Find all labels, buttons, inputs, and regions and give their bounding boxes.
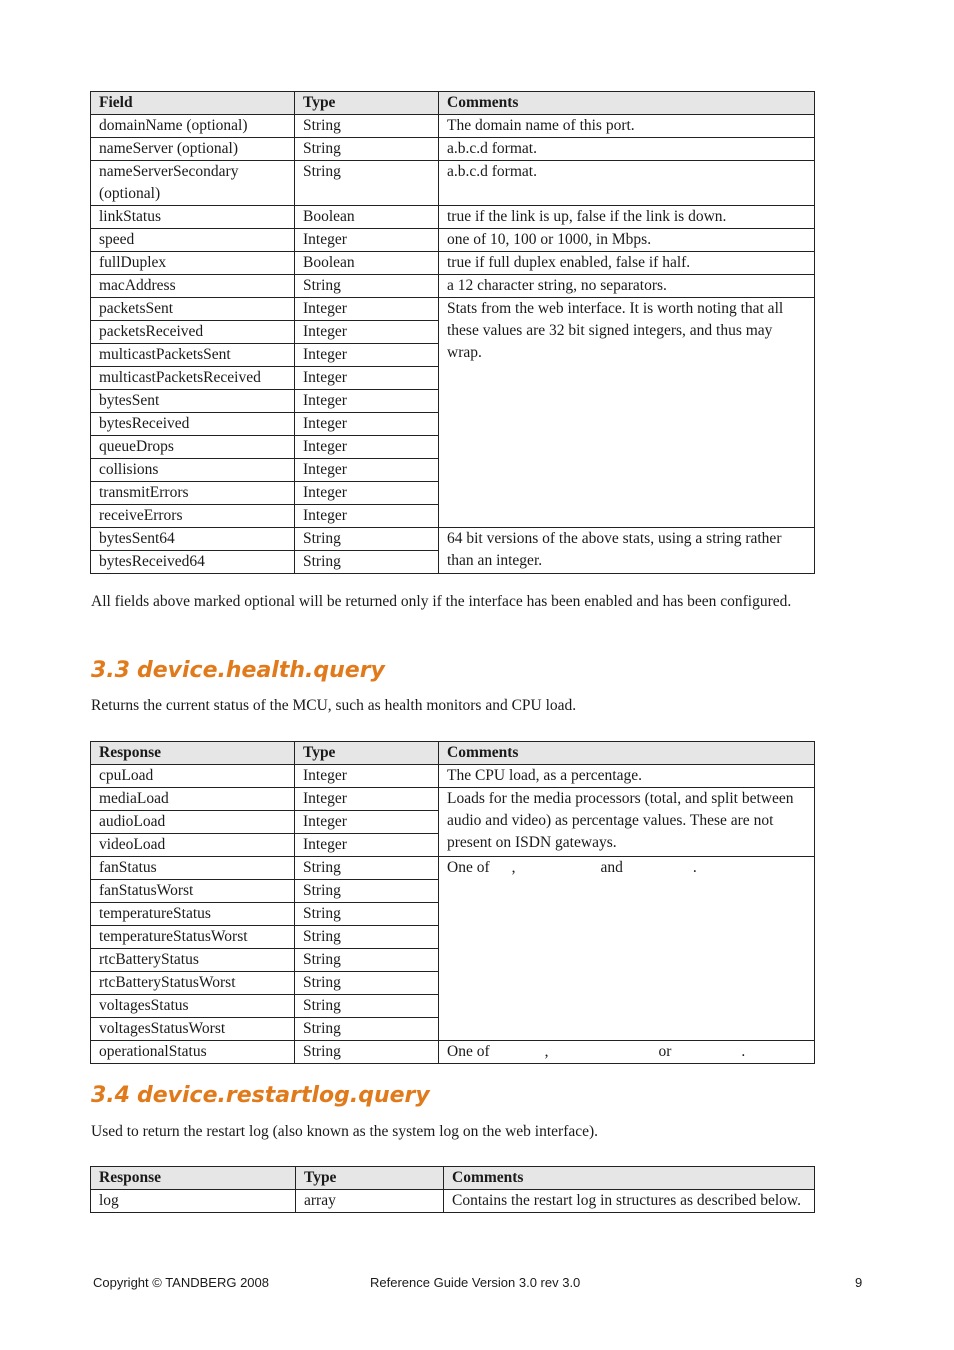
column-header: Response [91, 742, 295, 765]
section-title: device.health.query [137, 658, 385, 683]
field-cell: rtcBatteryStatus [91, 949, 295, 972]
type-cell: String [295, 528, 439, 551]
table-row [91, 528, 815, 551]
field-cell: mediaLoad [91, 788, 295, 811]
type-cell: Integer [295, 321, 439, 344]
comment-fragment: , [511, 859, 516, 876]
table-header-row [91, 742, 815, 765]
comment-cell: 64 bit versions of the above stats, using a string rather than an integer. [439, 528, 815, 574]
field-cell: rtcBatteryStatusWorst [91, 972, 295, 995]
section-heading-3-4 [91, 1082, 430, 1110]
column-header: Type [295, 742, 439, 765]
type-cell: array [296, 1190, 444, 1213]
field-cell: fanStatus [91, 857, 295, 880]
type-cell: String [295, 972, 439, 995]
table-row [91, 298, 815, 321]
field-cell: packetsSent [91, 298, 295, 321]
type-cell: Integer [295, 229, 439, 252]
comment-cell: Stats from the web interface. It is worth noting that all these values are 32 bit signed integers, and thus may wrap. [439, 298, 815, 528]
column-header: Response [91, 1167, 296, 1190]
type-cell: Integer [295, 811, 439, 834]
type-cell: Integer [295, 482, 439, 505]
comment-fragment: . [692, 859, 697, 876]
footer-page-number: 9 [855, 1275, 863, 1290]
column-header: Comments [444, 1167, 815, 1190]
comment-cell [439, 1041, 815, 1064]
column-header: Comments [439, 742, 815, 765]
field-cell: nameServer (optional) [91, 138, 295, 161]
table-row [91, 138, 815, 161]
column-header: Type [296, 1167, 444, 1190]
type-cell: String [295, 1041, 439, 1064]
type-cell: String [295, 949, 439, 972]
table-row [91, 229, 815, 252]
table-row [91, 161, 815, 206]
table-row [91, 275, 815, 298]
field-cell: fullDuplex [91, 252, 295, 275]
comment-fragment: One of [447, 859, 490, 876]
type-cell: String [295, 551, 439, 574]
type-cell: String [295, 161, 439, 206]
column-header: Field [91, 92, 295, 115]
footer-guide-version: Reference Guide Version 3.0 rev 3.0 [370, 1275, 581, 1290]
field-cell: cpuLoad [91, 765, 295, 788]
section-number: 3.4 [91, 1083, 130, 1108]
type-cell: Integer [295, 834, 439, 857]
field-cell: transmitErrors [91, 482, 295, 505]
comment-cell: a 12 character string, no separators. [439, 275, 815, 298]
table-header-row [91, 1167, 815, 1190]
type-cell: Integer [295, 344, 439, 367]
type-cell: String [295, 995, 439, 1018]
type-cell: Integer [295, 765, 439, 788]
field-cell: fanStatusWorst [91, 880, 295, 903]
field-cell: temperatureStatus [91, 903, 295, 926]
comment-fragment: or [658, 1043, 672, 1060]
type-cell: Integer [295, 505, 439, 528]
type-cell: String [295, 1018, 439, 1041]
comment-fragment: . [741, 1043, 746, 1060]
type-cell: String [295, 857, 439, 880]
type-cell: Integer [295, 413, 439, 436]
field-cell: voltagesStatusWorst [91, 1018, 295, 1041]
column-header: Comments [439, 92, 815, 115]
type-cell: Integer [295, 788, 439, 811]
comment-cell [439, 857, 815, 1041]
comment-cell: a.b.c.d format. [439, 138, 815, 161]
field-cell: bytesReceived [91, 413, 295, 436]
type-cell: String [295, 926, 439, 949]
type-cell: String [295, 138, 439, 161]
type-cell: Integer [295, 367, 439, 390]
type-cell: Integer [295, 436, 439, 459]
field-cell: collisions [91, 459, 295, 482]
field-cell: linkStatus [91, 206, 295, 229]
type-cell: Boolean [295, 206, 439, 229]
optional-fields-note: All fields above marked optional will be returned only if the interface has been enabled and has been configured. [91, 593, 792, 610]
type-cell: Integer [295, 390, 439, 413]
field-cell: bytesSent [91, 390, 295, 413]
table-row [91, 788, 815, 811]
section-intro: Used to return the restart log (also known as the system log on the web interface). [91, 1123, 599, 1140]
field-cell: voltagesStatus [91, 995, 295, 1018]
comment-cell: true if the link is up, false if the link is down. [439, 206, 815, 229]
comment-cell: The CPU load, as a percentage. [439, 765, 815, 788]
table-row [91, 857, 815, 880]
port-fields-table [90, 91, 815, 574]
field-cell: videoLoad [91, 834, 295, 857]
field-cell: packetsReceived [91, 321, 295, 344]
health-response-table [90, 741, 815, 1064]
field-cell: receiveErrors [91, 505, 295, 528]
field-cell: log [91, 1190, 296, 1213]
table-row [91, 1190, 815, 1213]
type-cell: String [295, 903, 439, 926]
type-cell: String [295, 880, 439, 903]
field-cell: bytesSent64 [91, 528, 295, 551]
table-row [91, 252, 815, 275]
comment-cell: Contains the restart log in structures as described below. [444, 1190, 815, 1213]
field-cell: domainName (optional) [91, 115, 295, 138]
comment-cell: Loads for the media processors (total, and split between audio and video) as percentage values. These are not present on ISDN gateways. [439, 788, 815, 857]
table-row [91, 115, 815, 138]
table-header-row [91, 92, 815, 115]
section-heading-3-3 [91, 657, 385, 685]
section-intro: Returns the current status of the MCU, such as health monitors and CPU load. [91, 697, 577, 714]
type-cell: Integer [295, 298, 439, 321]
field-cell: bytesReceived64 [91, 551, 295, 574]
table-row [91, 206, 815, 229]
restartlog-response-table [90, 1166, 815, 1213]
comment-cell: one of 10, 100 or 1000, in Mbps. [439, 229, 815, 252]
section-title: device.restartlog.query [137, 1083, 430, 1108]
comment-fragment: and [600, 859, 623, 876]
field-cell: operationalStatus [91, 1041, 295, 1064]
field-cell: audioLoad [91, 811, 295, 834]
field-cell: nameServerSecondary (optional) [91, 161, 295, 206]
section-number: 3.3 [91, 658, 130, 683]
field-cell: macAddress [91, 275, 295, 298]
field-cell: temperatureStatusWorst [91, 926, 295, 949]
footer-copyright: Copyright © TANDBERG 2008 [93, 1275, 270, 1290]
comment-cell: true if full duplex enabled, false if half. [439, 252, 815, 275]
table-row [91, 765, 815, 788]
comment-fragment: , [544, 1043, 549, 1060]
comment-fragment: One of [447, 1043, 490, 1060]
type-cell: Integer [295, 459, 439, 482]
comment-cell: a.b.c.d format. [439, 161, 815, 206]
field-cell: speed [91, 229, 295, 252]
type-cell: String [295, 275, 439, 298]
field-cell: queueDrops [91, 436, 295, 459]
field-cell: multicastPacketsReceived [91, 367, 295, 390]
type-cell: String [295, 115, 439, 138]
column-header: Type [295, 92, 439, 115]
table-row [91, 1041, 815, 1064]
comment-cell: The domain name of this port. [439, 115, 815, 138]
field-cell: multicastPacketsSent [91, 344, 295, 367]
type-cell: Boolean [295, 252, 439, 275]
